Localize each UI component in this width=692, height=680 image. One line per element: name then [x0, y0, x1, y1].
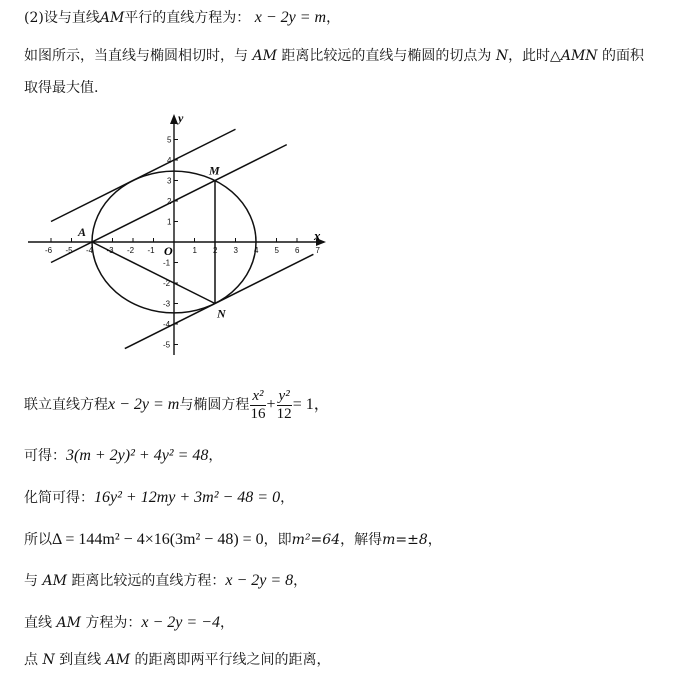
y-tick-label: 2	[167, 197, 172, 206]
fraction-x: $\frac{\text{x²}}{16}$	[250, 387, 266, 422]
y-tick-label: -2	[163, 279, 171, 288]
x-tick-label: 5	[274, 246, 279, 255]
y-tick-label: 5	[167, 135, 172, 145]
text-line-8: 与 AM 距离比较远的直线方程：x − 2y = 8，	[24, 572, 308, 589]
y-axis-arrow	[170, 114, 178, 124]
y-axis-label: y	[178, 111, 184, 125]
text-line-3: 取得最大值.	[24, 80, 99, 96]
text-line-4: 联立直线方程x − 2y = m与椭圆方程 $\frac{\text{x²}}{16}$ + $\frac{\text{y²}}{12}$ = 1，	[24, 387, 330, 422]
point-label-A: A	[78, 225, 87, 239]
x-tick-label: -2	[127, 246, 135, 255]
ellipse-figure	[24, 110, 334, 360]
y-tick-label: -3	[163, 299, 171, 309]
x-tick-label: 4	[254, 246, 259, 255]
point-label-N: N	[217, 306, 226, 321]
y-tick-label: 3	[167, 176, 172, 186]
x-tick-label: 1	[192, 246, 197, 255]
line-lower-tangent	[125, 254, 314, 348]
text-line-2: 如图所示，当直线与椭圆相切时，与 AM 距离比较远的直线与椭圆的切点为 N，此时△AMN 的面积	[24, 48, 644, 64]
x-tick-label: -3	[106, 246, 114, 255]
point-label-M: M	[209, 163, 220, 178]
text-line-10: 点 N 到直线 AM 的距离即两平行线之间的距离，	[24, 652, 331, 668]
x-axis-label: x	[314, 228, 321, 243]
y-tick-label: -4	[163, 320, 171, 329]
fraction-y: $\frac{\text{y²}}{12}$	[276, 387, 292, 422]
x-tick-label: -6	[45, 246, 53, 255]
origin-label: O	[164, 244, 173, 258]
y-tick-label: -5	[163, 340, 171, 350]
x-tick-label: 2	[213, 246, 218, 255]
text-line-7: 所以Δ = 144m² − 4×16(3m² − 48) = 0，即m²=64，解得m=±8，	[24, 531, 442, 548]
x-tick-label: 7	[315, 246, 320, 255]
y-tick-label: 1	[167, 217, 172, 227]
x-tick-label: 3	[233, 246, 238, 255]
x-tick-label: -1	[147, 246, 155, 255]
x-tick-label: 6	[295, 246, 300, 255]
text-line-9: 直线 AM 方程为：x − 2y = −4，	[24, 614, 234, 631]
text-line-1: (2)设与直线AM平行的直线方程为： x − 2y = m，	[24, 9, 341, 26]
text-line-5: 可得：3(m + 2y)² + 4y² = 48，	[24, 447, 223, 464]
line-upper-tangent	[51, 129, 236, 221]
x-tick-label: -5	[65, 246, 73, 255]
y-tick-label: 4	[167, 156, 172, 165]
x-tick-label: -4	[86, 246, 94, 255]
text-line-6: 化简可得：16y² + 12my + 3m² − 48 = 0，	[24, 489, 295, 506]
y-tick-label: -1	[163, 258, 171, 268]
